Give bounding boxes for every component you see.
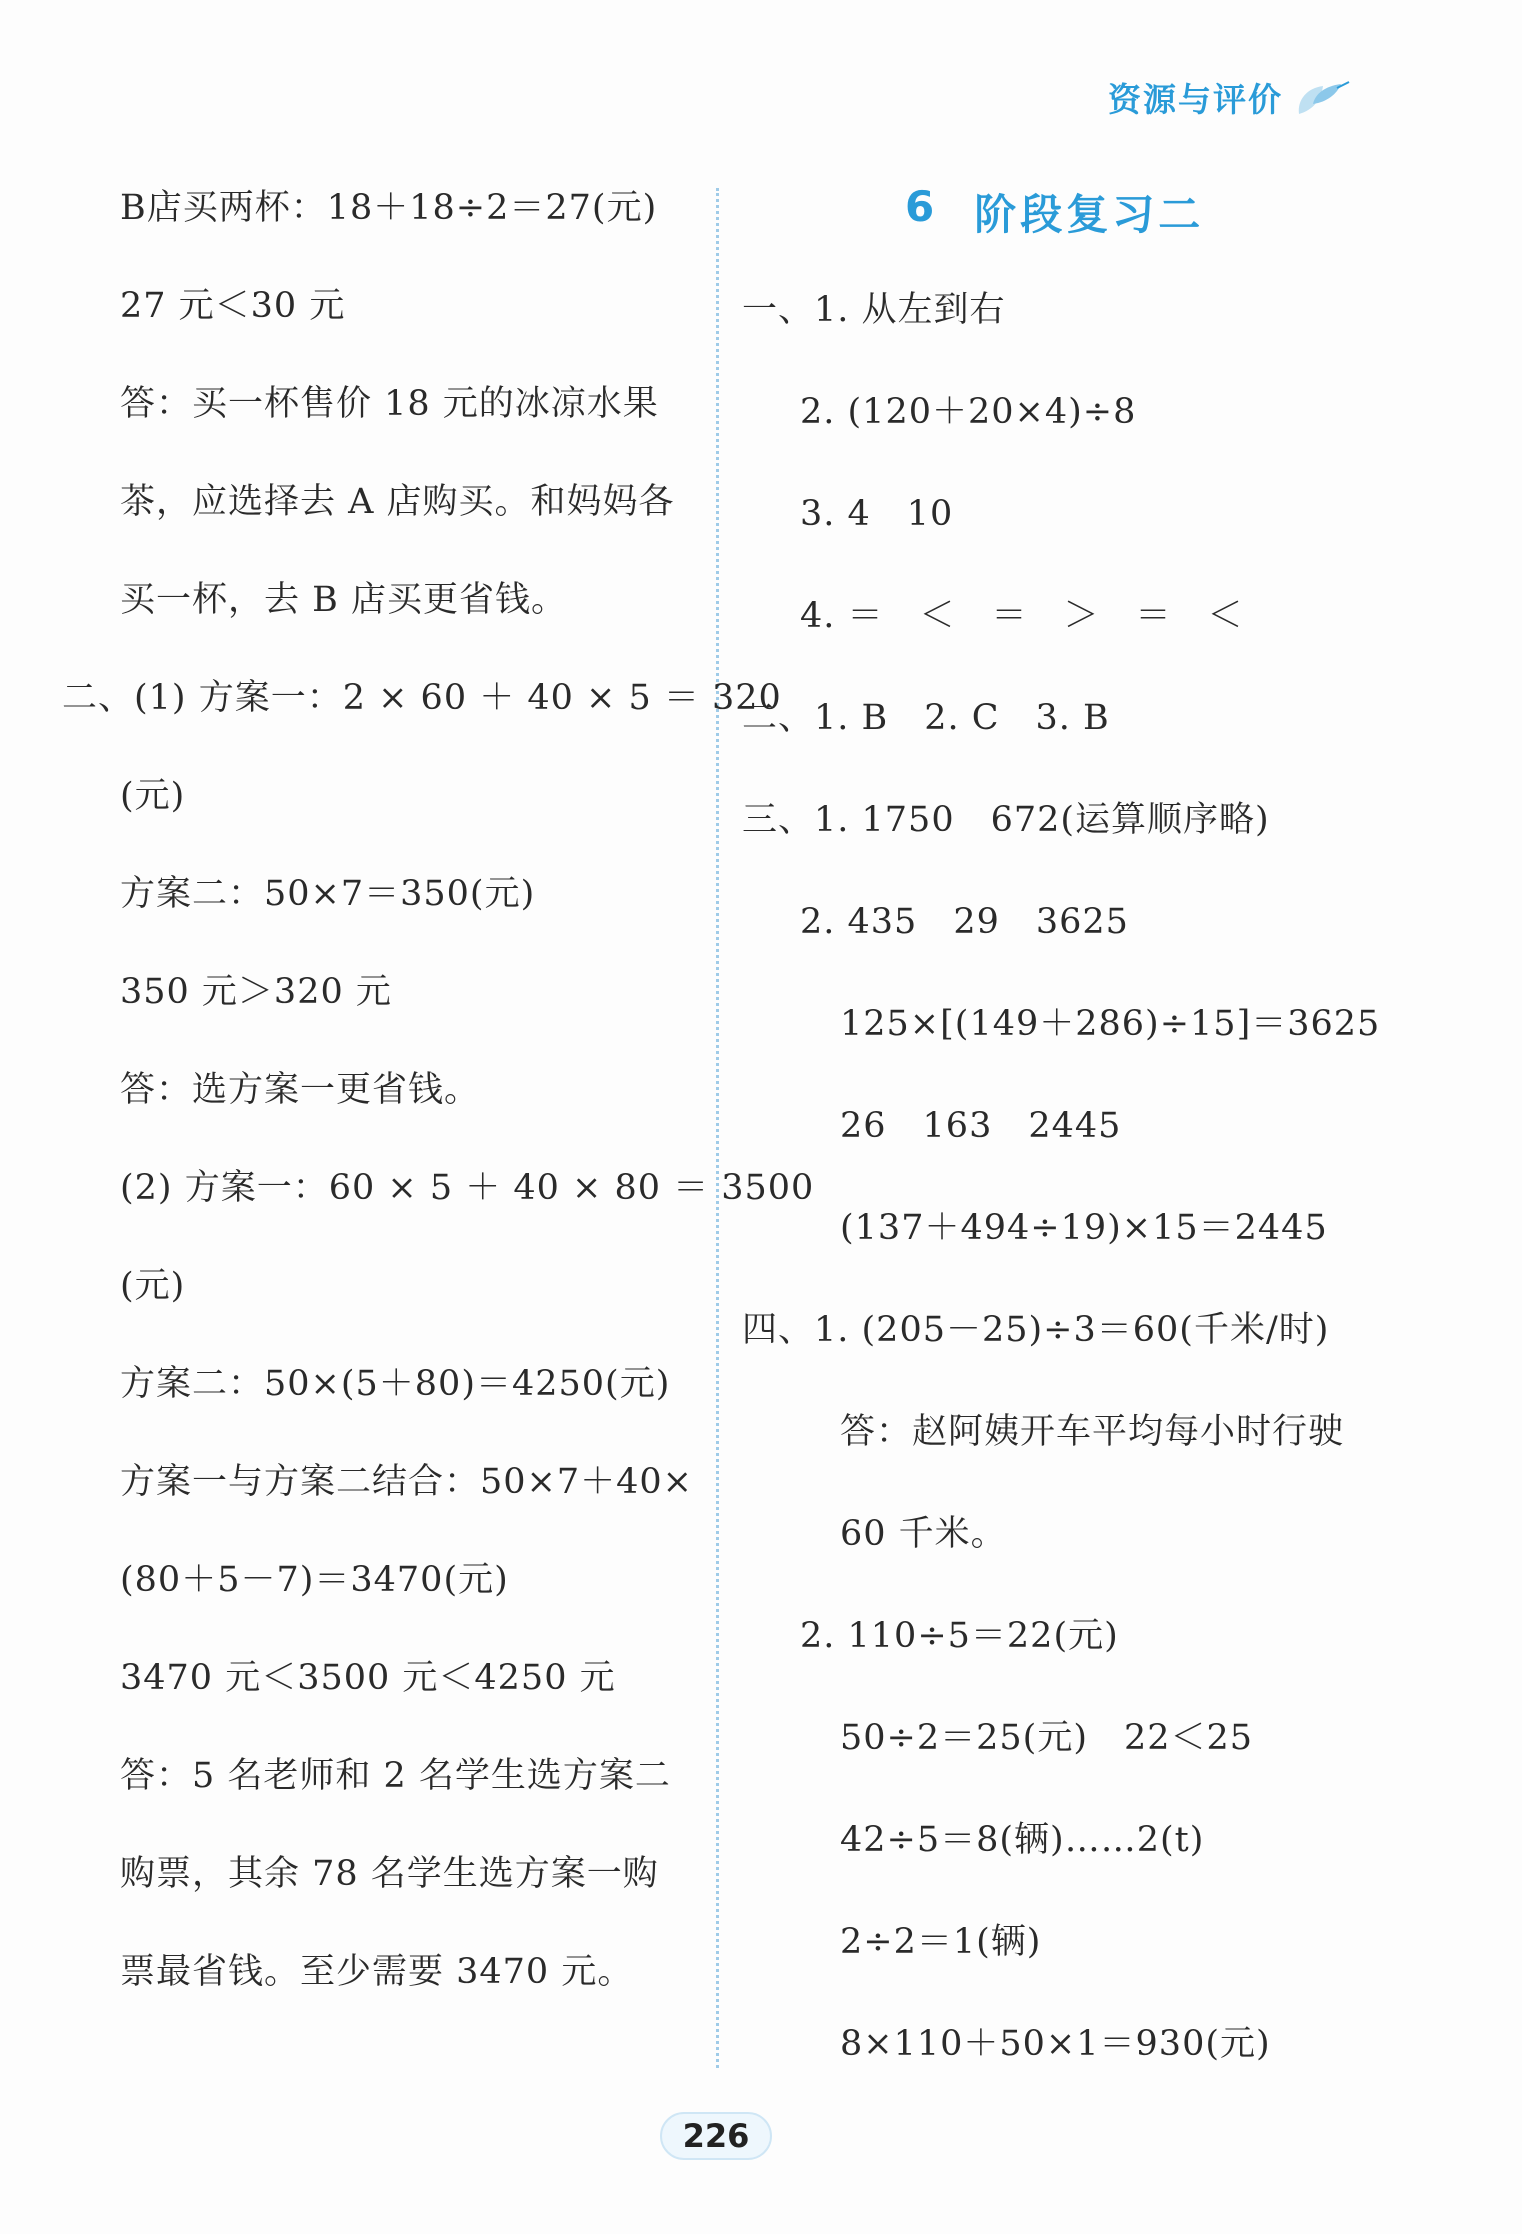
- right-line-7: 2. 435 29 3625: [800, 902, 1129, 942]
- leaf-icon: [1293, 78, 1351, 118]
- header-brand-text: 资源与评价: [1108, 80, 1283, 119]
- left-line-12: (元): [120, 1266, 186, 1306]
- left-line-9: 350 元＞320 元: [120, 972, 392, 1012]
- right-line-15: 50÷2＝25(元) 22＜25: [840, 1718, 1254, 1758]
- right-line-17: 2÷2＝1(辆): [840, 1922, 1042, 1962]
- left-line-6: 二、(1) 方案一：2 × 60 ＋ 40 × 5 ＝ 320: [62, 678, 782, 718]
- right-line-16: 42÷5＝8(辆)……2(t): [840, 1820, 1205, 1860]
- left-line-18: 购票，其余 78 名学生选方案一购: [120, 1854, 659, 1894]
- right-line-12: 答：赵阿姨开车平均每小时行驶: [840, 1412, 1345, 1452]
- left-line-17: 答：5 名老师和 2 名学生选方案二: [120, 1756, 671, 1796]
- right-line-9: 26 163 2445: [840, 1106, 1122, 1146]
- right-line-6: 三、1. 1750 672(运算顺序略): [742, 800, 1270, 840]
- right-line-11: 四、1. (205－25)÷3＝60(千米/时): [742, 1310, 1330, 1350]
- left-line-8: 方案二：50×7＝350(元): [120, 874, 536, 914]
- right-line-5: 二、1. B 2. C 3. B: [742, 698, 1110, 738]
- left-line-10: 答：选方案一更省钱。: [120, 1070, 481, 1110]
- section-title: [905, 182, 1204, 242]
- left-line-5: 买一杯，去 B 店买更省钱。: [120, 580, 567, 620]
- left-line-2: 27 元＜30 元: [120, 286, 346, 326]
- section-title-text: 阶段复习二: [974, 190, 1205, 239]
- right-line-1: 一、1. 从左到右: [742, 290, 1006, 330]
- right-line-8: 125×[(149＋286)÷15]＝3625: [840, 1004, 1381, 1044]
- left-line-15: (80＋5－7)＝3470(元): [120, 1560, 509, 1600]
- left-line-19: 票最省钱。至少需要 3470 元。: [120, 1952, 634, 1992]
- right-line-4: 4. ＝ ＜ ＝ ＞ ＝ ＜: [800, 596, 1244, 636]
- left-line-14: 方案一与方案二结合：50×7＋40×: [120, 1462, 693, 1502]
- right-line-2: 2. (120＋20×4)÷8: [800, 392, 1137, 432]
- header-brand: [1108, 74, 1351, 121]
- right-line-18: 8×110＋50×1＝930(元): [840, 2024, 1271, 2064]
- right-line-3: 3. 4 10: [800, 494, 954, 534]
- right-line-14: 2. 110÷5＝22(元): [800, 1616, 1119, 1656]
- right-line-10: (137＋494÷19)×15＝2445: [840, 1208, 1328, 1248]
- page-number: 226: [660, 2112, 772, 2160]
- left-line-7: (元): [120, 776, 186, 816]
- column-divider: [716, 188, 719, 2068]
- left-line-13: 方案二：50×(5＋80)＝4250(元): [120, 1364, 671, 1404]
- left-line-3: 答：买一杯售价 18 元的冰凉水果: [120, 384, 659, 424]
- left-line-1: B店买两杯：18＋18÷2＝27(元): [120, 188, 658, 228]
- section-number: 6: [905, 182, 939, 231]
- right-line-13: 60 千米。: [840, 1514, 1007, 1554]
- left-line-16: 3470 元＜3500 元＜4250 元: [120, 1658, 616, 1698]
- left-line-4: 茶，应选择去 A 店购买。和妈妈各: [120, 482, 675, 522]
- left-line-11: (2) 方案一：60 × 5 ＋ 40 × 80 ＝ 3500: [120, 1168, 815, 1208]
